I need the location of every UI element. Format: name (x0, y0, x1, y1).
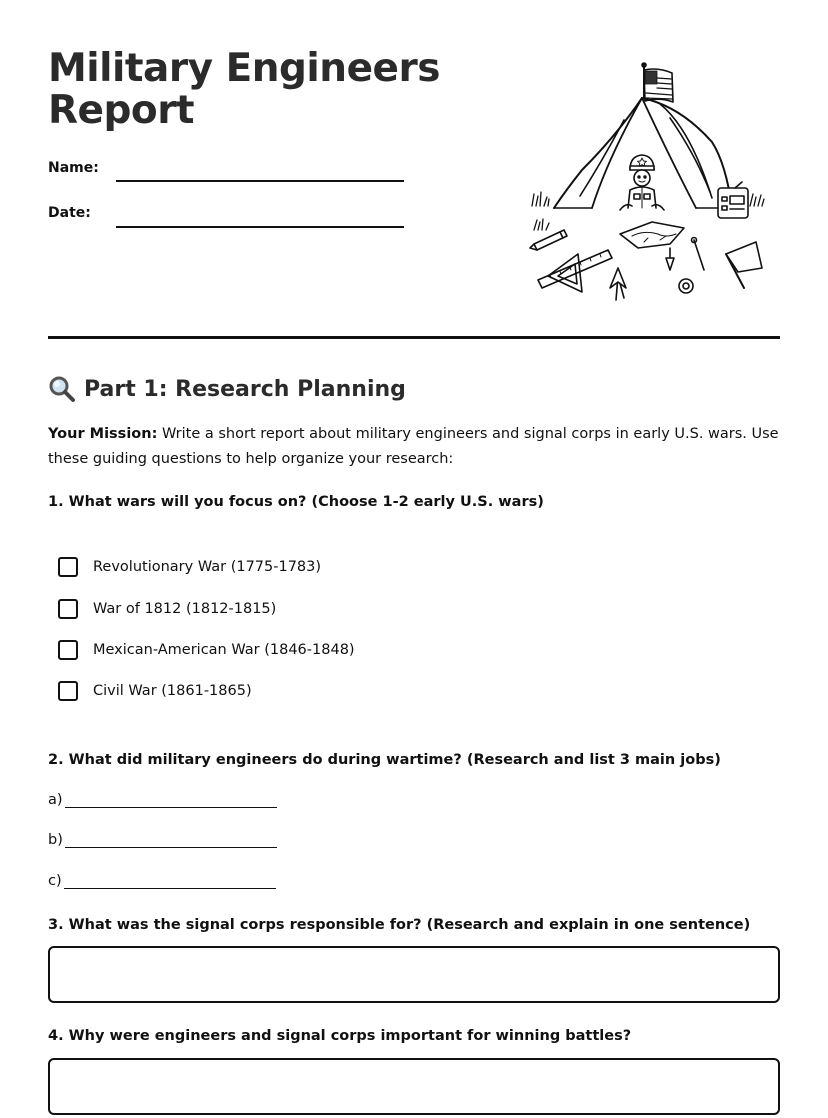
option-label: Mexican-American War (1846-1848) (93, 642, 355, 658)
pencil-icon (530, 230, 567, 250)
date-field[interactable] (116, 226, 404, 228)
checkbox[interactable] (58, 599, 78, 619)
page-title: Military Engineers Report (48, 46, 440, 133)
date-label: Date: (48, 205, 91, 221)
signal-corps-answer-box[interactable] (48, 946, 780, 1003)
soldier-icon (620, 155, 664, 210)
checkbox[interactable] (58, 557, 78, 577)
part1-heading-text: Part 1: Research Planning (84, 376, 406, 402)
question-1: 1. What wars will you focus on? (Choose 1-2 early U.S. wars) (48, 494, 544, 510)
tent-icon (554, 98, 732, 208)
answer-blank[interactable] (65, 833, 277, 848)
question-2: 2. What did military engineers do during wartime? (Research and list 3 main jobs) (48, 752, 721, 768)
answer-letter: b) (48, 832, 63, 848)
signal-flag-icon (726, 242, 762, 288)
option-label: Revolutionary War (1775-1783) (93, 559, 322, 575)
question-4: 4. Why were engineers and signal corps important for winning battles? (48, 1028, 632, 1044)
war-option-revolutionary[interactable] (58, 555, 321, 579)
option-label: War of 1812 (1812-1815) (93, 601, 277, 617)
radio-icon (718, 182, 748, 218)
flag-icon (642, 63, 673, 102)
war-option-civil[interactable] (58, 679, 252, 703)
part1-heading (48, 374, 406, 404)
answer-letter: a) (48, 792, 63, 808)
war-option-mexican-american[interactable] (58, 638, 355, 662)
answer-letter: c) (48, 873, 62, 889)
map-icon (620, 222, 684, 248)
answer-blank[interactable] (64, 874, 276, 889)
engineer-tent-camp-illustration (520, 58, 770, 303)
checkbox[interactable] (58, 640, 78, 660)
answer-blank[interactable] (65, 793, 277, 808)
answer-line-c[interactable] (48, 873, 276, 889)
section-divider (48, 336, 780, 339)
mission-text: Write a short report about military engineers and signal corps in early U.S. wars. Use these guiding questions to help organize your research: (48, 426, 779, 467)
name-field[interactable] (116, 180, 404, 182)
name-label: Name: (48, 160, 99, 176)
option-label: Civil War (1861-1865) (93, 683, 252, 699)
question-3: 3. What was the signal corps responsible for? (Research and explain in one sentence) (48, 917, 751, 933)
magnifying-glass-icon (48, 375, 76, 403)
target-icon (679, 279, 693, 293)
checkbox[interactable] (58, 681, 78, 701)
ruler-icon (538, 250, 612, 292)
answer-line-b[interactable] (48, 832, 277, 848)
mission-label: Your Mission: (48, 426, 158, 442)
compass-icon (610, 268, 626, 300)
importance-answer-box[interactable] (48, 1058, 780, 1115)
answer-line-a[interactable] (48, 792, 277, 808)
mission-paragraph (48, 422, 783, 472)
war-option-1812[interactable] (58, 597, 276, 621)
